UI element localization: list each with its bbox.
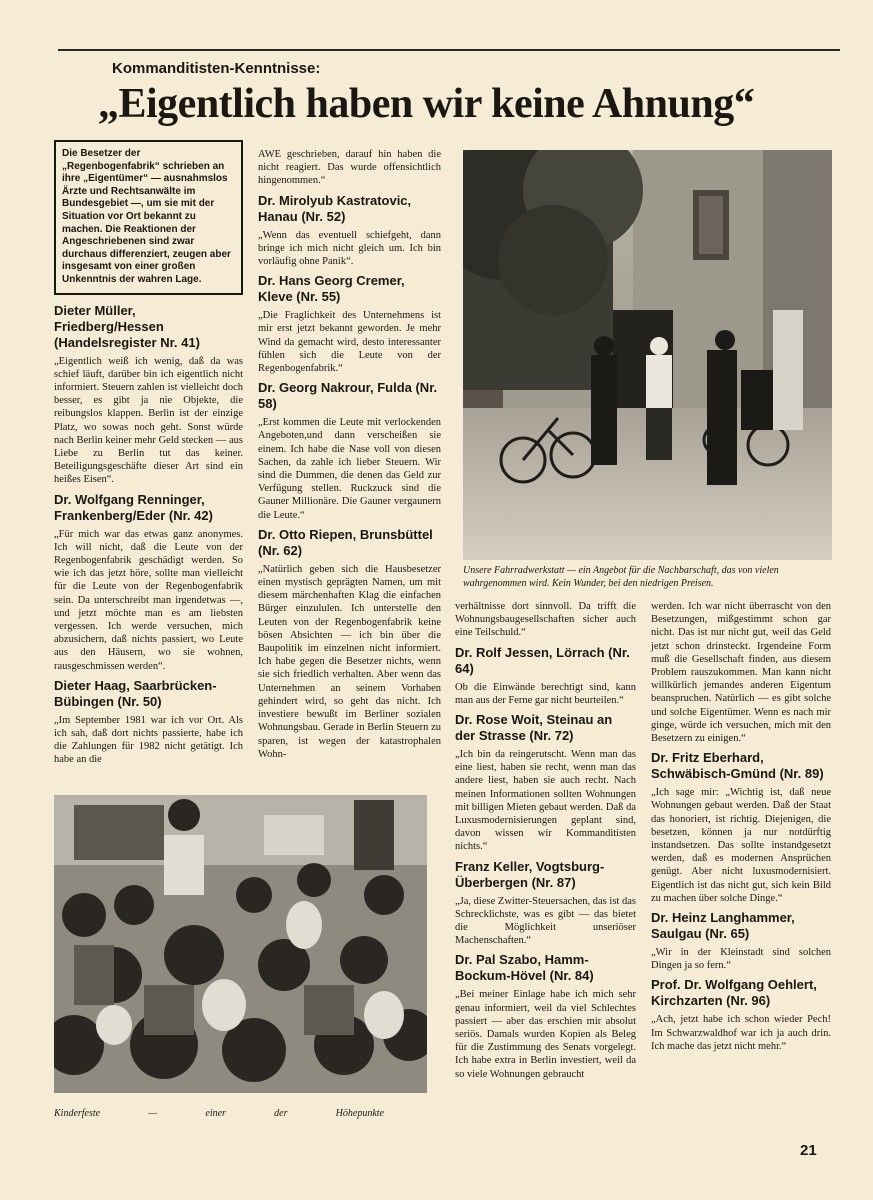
intro-box: Die Besetzer der „Regenbogenfabrik“ schrieben an ihre „Eigentümer“ — ausnahmslos Ärzte und Rechtsanwälte im Bundesgebiet —, um sie mit der Situation vor Ort bekannt zu machen. Die Reaktionen der Angeschriebenen sind zwar durchaus differenziert, zeugen aber insgesamt von einer großen Unkenntnis der wahren Lage. [54,140,243,295]
top-rule [58,49,840,51]
photo-kinderfeste [54,795,427,1093]
entry-name: Prof. Dr. Wolfgang Oehlert, Kirchzarten (Nr. 96) [651,977,817,1009]
continued-text: AWE geschrieben, darauf hin haben die nicht reagiert. Das wurde offensichtlich hingenommen.“ [258,149,441,187]
photo-kinderfeste-image [54,795,427,1093]
entry-name: Dieter Müller, Friedberg/Hessen (Handelsregister Nr. 41) [54,302,200,350]
entry-name: Dr. Georg Nakrour, Fulda (Nr. 58) [258,380,438,412]
photo-bicycle-workshop [463,150,832,560]
entry-name: Dr. Rolf Jessen, Lörrach (Nr. 64) [455,644,630,676]
entry-name: Franz Keller, Vogtsburg-Überbergen (Nr. 87) [455,858,605,890]
continued-text: werden. Ich war nicht überrascht von den Besetzungen, mißgestimmt schon gar nicht. Das ist nur nicht gut, weil das Geld jetzt schon drinsteckt. Irgendeine Form muß die Gesellschaft finden, aus diesem Problem rauszukommen. Man kann nicht willkürlich jemandes anderen Eigentum beanspruchen. Natürlich — es gibt solche und solche Eigentümer. Wenn es nach mir ginge, würde ich versuchen, mich mit den Besetzern zu einigen.“ [651,601,831,745]
caption-word: — [148,1108,158,1119]
entry-text: „Ich bin da reingerutscht. Wenn man das eine liest, haben sie recht, wenn man das andere liest, haben sie auch recht. Nach meinen Informationen sollten Wohnungen mit billigen Mieten gebaut werden. Daß da Luxusmodernisierungen geplant sind, davon wissen wir Kommanditisten nichts.“ [455,749,636,853]
entry-text: „Für mich war das etwas ganz anonymes. Ich will nicht, daß die Leute von der Regenbogenfabrik geschädigt werden. So wie ich das jetzt höre, sollte man vielleicht für die Leute von der Regenbogenfabrik sein. Da unterschreibt man irgendetwas —, und jetzt möchte man es am liebsten vergessen. Ich werde versuchen, mich abzusichern, daß nichts passiert, wo Leute aus den Häusern, wo sie wohnen, rausgeschmissen werden“. [54,528,243,672]
photo-caption-bottom [54,1108,384,1119]
entry-text: „Ach, jetzt habe ich schon wieder Pech! Im Schwarzwaldhof war ich ja auch drin. Ich mache das jetzt nicht mehr.“ [651,1014,831,1052]
entry-text: „Wenn das eventuell schiefgeht, dann bringe ich mich nicht gleich um. Ich bin vorläufig ohne Panik“. [258,229,441,268]
entry-text: Ob die Einwände berechtigt sind, kann man aus der Ferne gar nicht beurteilen.“ [455,681,636,706]
entry-text: „Erst kommen die Leute mit verlockenden Angeboten,und dann verscheißen sie einem. Ich habe die Nase voll von diesen Sachen, da zahle ich lieber Steuern. Wir sind die Dummen, die denen das Geld zur Verfügung stellen. Ruckzuck sind die Gauner Millionäre. Die Gauner vergaunern die Leute.“ [258,417,441,521]
entry-name: Dr. Pal Szabo, Hamm-Bockum-Hövel (Nr. 84) [455,952,594,984]
entry-text: „Wir in der Kleinstadt sind solchen Dingen ja so fern.“ [651,947,831,972]
entry-text: „Die Fraglichkeit des Unternehmens ist mir erst jetzt bekannt geworden. Je mehr Wind da gemacht wird, desto interessanter fühlen sich die Leute von der Regenbogenfabrik.“ [258,310,441,375]
entry-text: „Eigentlich weiß ich wenig, daß da was schief läuft, darüber bin ich eigentlich nicht informiert. Steuern zahlen ist vielleicht doch besser, es gibt ja nie Objekte, die reibungslos klappen. Berlin ist der einzige Platz, wo sowas noch geht. Sonst würde nach Berlin keiner mehr Geld stecken — aus Liebe zu Berlin tut das keiner. Beteiligungsgeschäfte dieser Art sind ein heißes Eisen“. [54,355,243,486]
caption-word: einer [205,1108,226,1119]
entry-text: „Ich sage mir: „Wichtig ist, daß neue Wohnungen gebaut werden. Daß der Staat das honoriert, ist richtig. Diejenigen, die besetzen, können ja nur notdürftig instandsetzen. Das sollte instandgesetzt werden, daß es modernen Ansprüchen genügt. Aber nicht luxusmodernisiert. Eigentlich ist das nicht gut, sich kein Bild zu machen über solche Dinge.“ [651,787,831,904]
column-3 [455,600,636,1086]
entry-text: „Ja, diese Zwitter-Steuersachen, das ist das Schrecklichste, was es gibt — das bietet die Möglichkeit unseriöser Machenschaften.“ [455,895,636,947]
column-4 [651,600,831,1058]
headline: „Eigentlich haben wir keine Ahnung“ [98,81,755,127]
caption-word: Höhepunkte [335,1108,384,1119]
kicker: Kommanditisten-Kenntnisse: [112,60,321,77]
entry-text: „Im September 1981 war ich vor Ort. Als ich sah, daß dort nichts passierte, habe ich die Zahlungen für 1982 nicht getätigt. Ich habe an die [54,714,243,766]
entry-name: Dr. Rose Woit, Steinau an der Strasse (Nr. 72) [455,712,613,744]
photo-bicycle-workshop-image [463,150,832,560]
entry-name: Dr. Fritz Eberhard, Schwäbisch-Gmünd (Nr. 89) [651,750,824,782]
entry-name: Dr. Heinz Langhammer, Saulgau (Nr. 65) [651,910,795,942]
caption-word: der [274,1108,288,1119]
entry-name: Dieter Haag, Saarbrücken-Bübingen (Nr. 50) [54,677,217,709]
page-number: 21 [800,1142,817,1159]
entry-name: Dr. Wolfgang Renninger, Frankenberg/Eder (Nr. 42) [54,491,213,523]
caption-word: Kinderfeste [54,1108,101,1119]
column-2 [258,148,441,766]
entry-text: „Bei meiner Einlage habe ich mich sehr genau informiert, weil da viel Schlechtes passiert — aber das erschien mir absolut seriös. Damals wurden Kopien als Beleg für die Zustimmung des Senats vorgelegt. Ich habe extra in Berlin investiert, weil da so viele Wohnungen gebraucht [455,989,636,1080]
entry-name: Dr. Hans Georg Cremer, Kleve (Nr. 55) [258,273,405,305]
column-1 [54,140,243,772]
entry-name: Dr. Mirolyub Kastratovic, Hanau (Nr. 52) [258,192,412,224]
entry-text: „Natürlich geben sich die Hausbesetzer einen mystisch geprägten Namen, um mit diesem märchenhaften Klag die einfachen Bürger einzululen. Ich unterstelle den Leuten von der Regenbogenfabrik keine bösen Absichten — ich bin über die Baupolitik im einzelnen nicht informiert. Ich habe gegen die Besetzer nichts, wenn sie sich friedlich verhalten. Aber wenn das Unternehmen an seinem Vorhaben gehindert wird, so geht das nicht. Ich investiere bewußt im Berliner sozialen Wohnungsbau. Gerade in Berlin Steuern zu sparen, ist wegen der katastrophalen Wohn- [258,563,441,760]
photo-caption-top: Unsere Fahrradwerkstatt — ein Angebot für die Nachbarschaft, das von vielen wahrgenommen wird. Kein Wunder, bei den niedrigen Preisen. [463,565,779,589]
continued-text: verhältnisse dort sinnvoll. Da trifft die Wohnungsbaugesellschaften sicher auch eine Teilschuld.“ [455,601,636,639]
entry-name: Dr. Otto Riepen, Brunsbüttel (Nr. 62) [258,526,433,558]
